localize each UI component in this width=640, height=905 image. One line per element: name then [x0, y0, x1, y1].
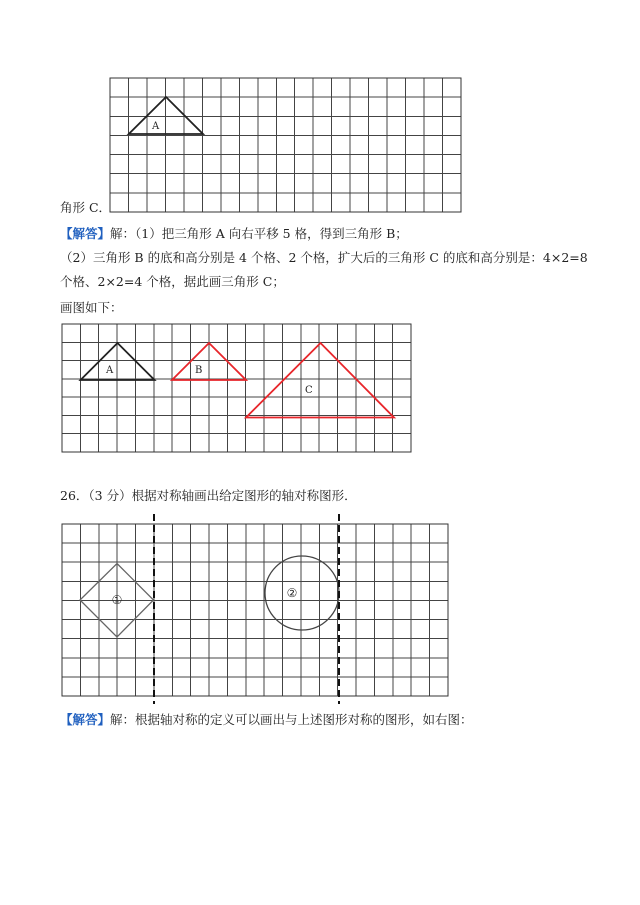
triangle-b-label: B — [195, 365, 203, 376]
triangle-c — [246, 343, 394, 418]
answer-2-line — [60, 712, 473, 728]
figure-2-grid — [62, 324, 412, 453]
answer-tag: 【解答】 — [60, 712, 111, 727]
answer-tag: 【解答】 — [60, 226, 111, 241]
answer-1-line-1 — [60, 226, 408, 242]
figure-3-grid — [62, 524, 449, 697]
answer-2-text: 解：根据轴对称的定义可以画出与上述图形对称的图形，如右图： — [110, 712, 473, 727]
circle-label: ② — [286, 586, 298, 600]
answer-1-line-3: 个格、2×2=4 个格，据此画三角形 C； — [60, 274, 285, 289]
triangle-a-label: A — [106, 365, 114, 376]
triangle-c-label: C — [305, 385, 313, 396]
answer-1-line-4: 画图如下： — [60, 300, 123, 315]
diamond-label: ① — [111, 593, 123, 607]
figure-1-grid — [110, 78, 462, 213]
answer-1-step-1: 解：（1）把三角形 A 向右平移 5 格，得到三角形 B； — [110, 226, 408, 241]
circle-shape — [265, 556, 339, 630]
intro-text: 角形 C． — [60, 200, 112, 215]
answer-1-line-2: （2）三角形 B 的底和高分别是 4 个格、2 个格，扩大后的三角形 C 的底和高分别是：4×2=8 — [60, 250, 588, 265]
question-26: 26．（3 分）根据对称轴画出给定图形的轴对称图形． — [60, 488, 357, 503]
triangle-a-label: A — [152, 121, 160, 132]
